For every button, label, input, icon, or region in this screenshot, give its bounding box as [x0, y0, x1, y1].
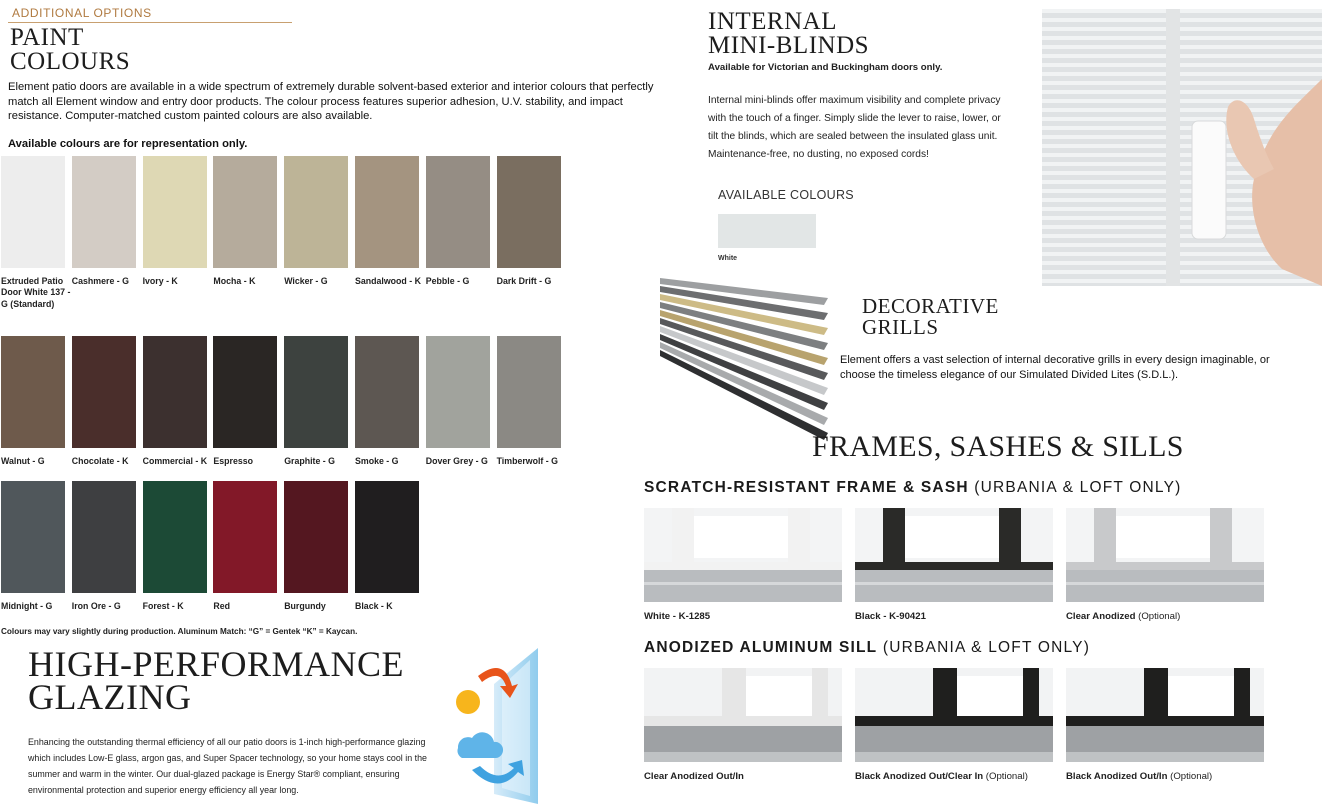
colour-swatch-label: Commercial - K — [142, 456, 208, 466]
blind-slat — [1042, 49, 1322, 54]
colour-swatch-label: Extruded Patio Door White 137 - G (Standard) — [1, 276, 71, 309]
blind-slat — [1042, 67, 1322, 72]
option-label-main: Black Anodized Out/In — [1066, 771, 1168, 782]
blind-slat — [1042, 76, 1322, 81]
sill-option-label — [1066, 771, 1212, 782]
frame-option-label — [855, 611, 926, 622]
frame-option-image — [855, 508, 1053, 602]
decorative-grills-illustration — [660, 276, 830, 454]
available-colours-label: AVAILABLE COLOURS — [718, 188, 854, 202]
blind-slat — [1042, 103, 1322, 108]
blind-slat — [1042, 40, 1322, 45]
sill-option-image — [1066, 668, 1264, 762]
frame-part-shape — [1234, 668, 1250, 724]
sill-heading-note: (URBANIA & LOFT ONLY) — [877, 639, 1091, 656]
glazing-title — [28, 644, 405, 717]
colour-swatch — [213, 481, 277, 593]
frame-part-shape — [1066, 582, 1264, 585]
colour-swatch — [355, 336, 419, 448]
colour-swatch-label: Walnut - G — [1, 456, 45, 466]
colour-swatch — [1, 481, 65, 593]
colour-swatch-label: Mocha - K — [213, 276, 256, 286]
frame-part-shape — [1066, 752, 1264, 762]
mini-blinds-title-line-2: MINI-BLINDS — [708, 32, 870, 59]
frame-sash-heading-note: (URBANIA & LOFT ONLY) — [968, 479, 1182, 496]
colour-swatch — [72, 336, 136, 448]
frame-part-shape — [957, 676, 1023, 716]
colour-swatch — [284, 156, 348, 268]
blind-slat — [1042, 283, 1322, 286]
paint-title-line-2: COLOURS — [10, 48, 131, 75]
paint-title-line-1: PAINT — [10, 24, 84, 51]
mini-blinds-subtitle: Available for Victorian and Buckingham doors only. — [708, 62, 943, 73]
frame-sash-heading — [644, 479, 1182, 497]
frame-part-shape — [905, 516, 999, 558]
sill-heading-main: ANODIZED ALUMINUM SILL — [644, 639, 878, 656]
frame-part-shape — [999, 508, 1021, 566]
frame-part-shape — [644, 722, 842, 754]
colour-swatch-label: Iron Ore - G — [71, 601, 121, 611]
colour-swatch-label: Cashmere - G — [71, 276, 129, 286]
colour-swatch-label: Smoke - G — [355, 456, 399, 466]
sill-heading — [644, 639, 1090, 657]
frame-part-shape — [694, 516, 788, 558]
frames-sashes-sills-title: FRAMES, SASHES & SILLS — [812, 430, 1184, 463]
colour-swatch-label: Chocolate - K — [71, 456, 129, 466]
colour-swatch — [143, 481, 207, 593]
frame-option-label — [644, 611, 710, 622]
blind-slat — [1042, 112, 1322, 117]
paint-intro-text: Element patio doors are available in a wide spectrum of extremely durable solvent-based exterior and interior colours that perfectly match all Element window and entry door products. The colour process features superior adhesion, U.V. stability, and impact resistance. Computer-matched custom painted colours are also available. — [8, 81, 654, 123]
frame-option-label — [1066, 611, 1180, 622]
frame-part-shape — [1144, 668, 1168, 724]
blinds-white-label: White — [718, 255, 738, 262]
frame-part-shape — [1116, 516, 1210, 558]
colour-swatch-label: Timberwolf - G — [496, 456, 559, 466]
colour-swatch — [72, 156, 136, 268]
glazing-title-line-2: GLAZING — [28, 677, 192, 717]
blind-slat — [1042, 58, 1322, 63]
colour-swatch-label: Black - K — [355, 601, 393, 611]
option-label-note: (Optional) — [1135, 611, 1181, 622]
frame-part-shape — [722, 668, 746, 724]
option-label-note: (Optional) — [1167, 771, 1213, 782]
glazing-text: Enhancing the outstanding thermal efficiency of all our patio doors is 1-inch high-performance glazing which includes Low-E glass, argon gas, and Super Spacer technology, so your home stays cool in the summer and warm in the winter. Our dual-glazed package is Energy Star® compliant, ensuring environmental protection and superior energy efficiency all year long. — [28, 737, 427, 795]
colour-swatch-label: Graphite - G — [284, 456, 336, 466]
sill-option-label — [855, 771, 1028, 782]
blind-slat — [1042, 13, 1322, 18]
blind-slat — [1042, 94, 1322, 99]
frame-part-shape — [788, 508, 810, 566]
colour-swatch — [213, 336, 277, 448]
colour-swatch — [143, 336, 207, 448]
colour-fine-print: Colours may vary slightly during production. Aluminum Match: “G” = Gentek “K” = Kaycan. — [1, 627, 358, 636]
frame-part-shape — [644, 752, 842, 762]
sill-option-label — [644, 771, 744, 782]
colour-swatch-label: Sandalwood - K — [355, 276, 421, 286]
frame-part-shape — [855, 722, 1053, 754]
frame-part-shape — [1023, 668, 1039, 724]
colour-swatch-label: Dover Grey - G — [425, 456, 488, 466]
mini-blinds-photo — [1042, 9, 1322, 286]
colour-swatch — [143, 156, 207, 268]
glazing-title-line-1: HIGH-PERFORMANCE — [28, 644, 405, 684]
colour-swatch-label: Espresso — [213, 456, 253, 466]
frame-part-shape — [812, 668, 828, 724]
blind-slat — [1042, 85, 1322, 90]
colour-swatch — [355, 481, 419, 593]
paint-colours-title — [10, 26, 130, 74]
blind-slider-handle — [1192, 121, 1226, 239]
frame-part-shape — [644, 582, 842, 585]
colour-swatch — [426, 336, 490, 448]
frame-part-shape — [1210, 508, 1232, 566]
colour-swatch-label: Dark Drift - G — [496, 276, 552, 286]
glazing-illustration — [452, 646, 542, 806]
colour-swatch-label: Midnight - G — [1, 601, 53, 611]
mini-blinds-illustration — [1042, 9, 1322, 286]
frame-part-shape — [855, 582, 1053, 585]
frame-sash-heading-main: SCRATCH-RESISTANT FRAME & SASH — [644, 479, 969, 496]
colour-swatch — [355, 156, 419, 268]
colour-swatch — [1, 336, 65, 448]
colour-swatch — [284, 336, 348, 448]
frame-part-shape — [1094, 508, 1116, 566]
option-label-main: Black - K-90421 — [855, 611, 926, 622]
frame-part-shape — [746, 676, 812, 716]
colour-swatch-label: Burgundy — [284, 601, 326, 611]
sill-option-image — [644, 668, 842, 762]
colour-swatch — [213, 156, 277, 268]
sill-option-image — [855, 668, 1053, 762]
colour-swatch — [1, 156, 65, 268]
blinds-white-swatch — [718, 214, 816, 248]
blind-slat — [1042, 274, 1322, 279]
blind-slat — [1042, 22, 1322, 27]
colour-swatch — [426, 156, 490, 268]
kicker-divider — [8, 22, 292, 23]
decorative-grills-title — [862, 296, 999, 338]
option-label-main: White - K-1285 — [644, 611, 711, 622]
frame-part-shape — [933, 668, 957, 724]
mini-blinds-text: Internal mini-blinds offer maximum visibility and complete privacy with the touch of a finger. Simply slide the lever to raise, lower, or tilt the blinds, which are sealed between the insulated glass unit. Maintenance-free, no dusting, no exposed cords! — [708, 95, 1001, 160]
grills-title-line-2: GRILLS — [862, 315, 939, 339]
colour-swatch-label: Red — [213, 601, 231, 611]
frame-option-image — [644, 508, 842, 602]
frame-part-shape — [855, 752, 1053, 762]
option-label-main: Black Anodized Out/Clear In — [855, 771, 984, 782]
mini-blinds-title-line-1: INTERNAL — [708, 8, 837, 35]
frame-part-shape — [672, 508, 694, 566]
grills-title-line-1: DECORATIVE — [862, 294, 999, 318]
decorative-grills-text: Element offers a vast selection of internal decorative grills in every design imaginable, or choose the timeless elegance of our Simulated Divided Lites (S.D.L.). — [840, 354, 1270, 381]
representation-note: Available colours are for representation only. — [8, 138, 248, 150]
sun-icon — [456, 690, 480, 714]
frame-part-shape — [883, 508, 905, 566]
option-label-note: (Optional) — [983, 771, 1028, 782]
colour-swatch — [497, 336, 561, 448]
frame-part-shape — [1066, 722, 1264, 754]
colour-swatch — [284, 481, 348, 593]
colour-swatch-label: Forest - K — [142, 601, 184, 611]
frame-option-image — [1066, 508, 1264, 602]
colour-swatch-label: Ivory - K — [142, 276, 178, 286]
colour-swatch-label: Pebble - G — [425, 276, 470, 286]
colour-swatch-label: Wicker - G — [284, 276, 328, 286]
option-label-main: Clear Anodized Out/In — [644, 771, 744, 782]
blind-slat — [1042, 31, 1322, 36]
frame-part-shape — [1168, 676, 1234, 716]
mini-blinds-title — [708, 10, 869, 58]
section-kicker: ADDITIONAL OPTIONS — [12, 6, 152, 20]
colour-swatch — [497, 156, 561, 268]
colour-swatch — [72, 481, 136, 593]
option-label-main: Clear Anodized — [1066, 611, 1136, 622]
